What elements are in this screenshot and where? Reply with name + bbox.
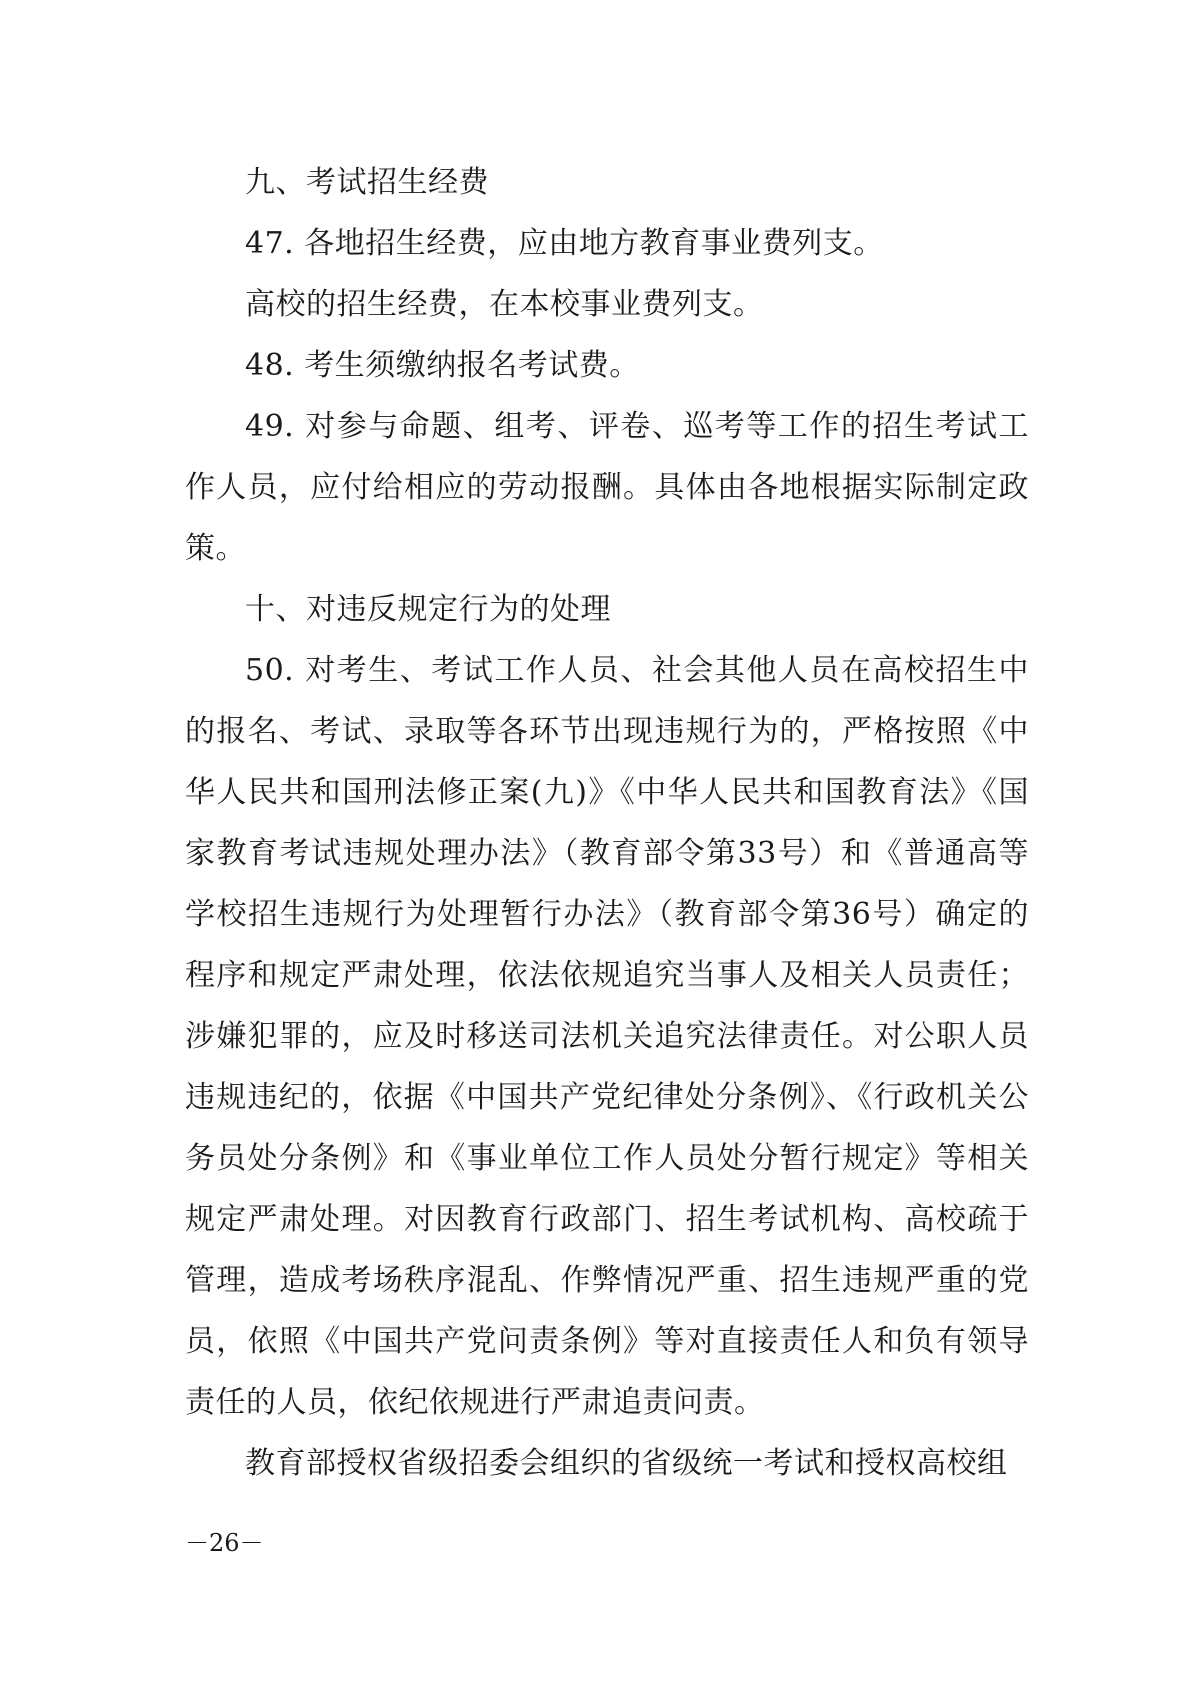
paragraph-47-continued: 高校的招生经费，在本校事业费列支。 [245, 287, 764, 322]
paragraph-49: 49. 对参与命题、组考、评卷、巡考等工作的招生考试工作人员，应付给相应的劳动报酬。具体由各地根据实际制定政策。 [185, 409, 1029, 566]
paragraph-47: 47. 各地招生经费，应由地方教育事业费列支。 [245, 226, 884, 261]
paragraph-48: 48. 考生须缴纳报名考试费。 [245, 348, 640, 383]
section-heading-10: 十、对违反规定行为的处理 [245, 592, 611, 627]
paragraph-50: 50. 对考生、考试工作人员、社会其他人员在高校招生中的报名、考试、录取等各环节出现违规行为的，严格按照《中华人民共和国刑法修正案(九)》《中华人民共和国教育法》《国家教育考试违规处理办法》（教育部令第33号）和《普通高等学校招生违规行为处理暂行办法》（教育部令第36号）确定的程序和规定严肃处理，依法依规追究当事人及相关人员责任；涉嫌犯罪的，应及时移送司法机关追究法律责任。对公职人员违规违纪的，依据《中国共产党纪律处分条例》、《行政机关公务员处分条例》和《事业单位工作人员处分暂行规定》等相关规定严肃处理。对因教育行政部门、招生考试机构、高校疏于管理，造成考场秩序混乱、作弊情况严重、招生违规严重的党员，依照《中国共产党问责条例》等对直接责任人和负有领导责任的人员，依纪依规进行严肃追责问责。 [185, 653, 1029, 1420]
document-page [185, 152, 1029, 1494]
page-number: －26－ [185, 1529, 264, 1557]
section-heading-9: 九、考试招生经费 [245, 165, 489, 200]
paragraph-authorization: 教育部授权省级招委会组织的省级统一考试和授权高校组 [245, 1446, 1008, 1481]
